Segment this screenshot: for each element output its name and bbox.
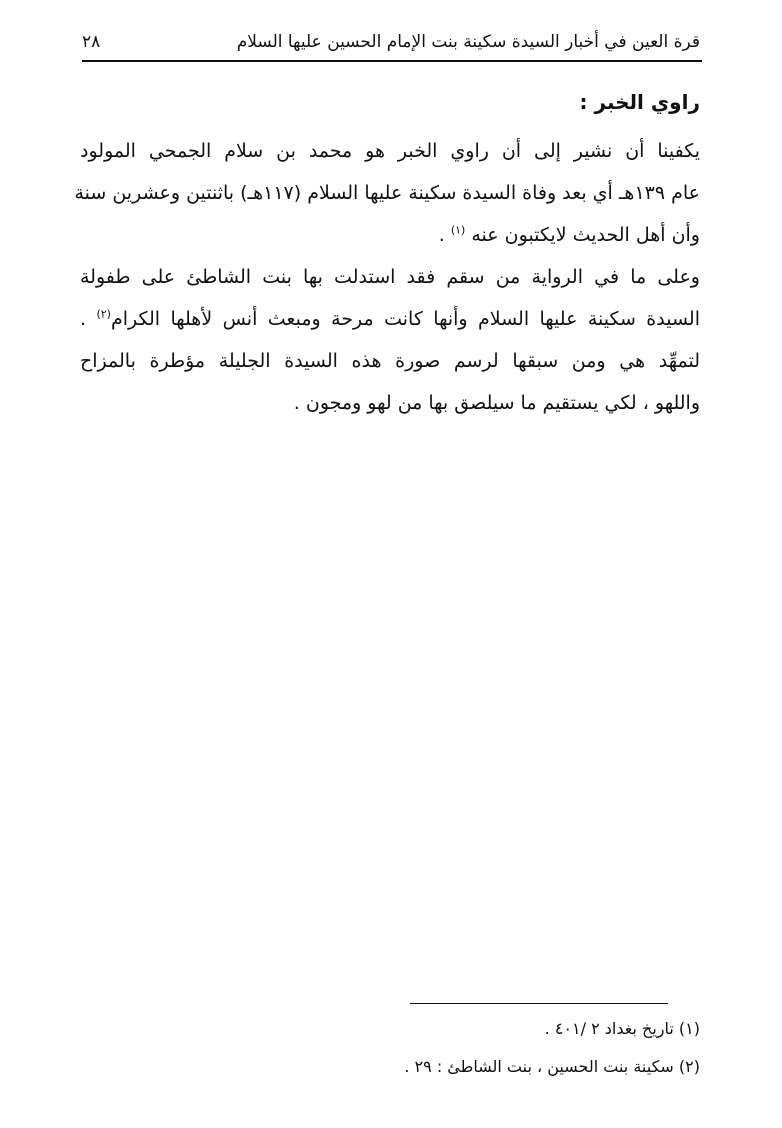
paragraph-childhood (80, 256, 700, 424)
sentence-end: . (438, 224, 451, 246)
paragraph-line-text: السيدة سكينة عليها السلام وأنها كانت مرحة ومبعث أنس لأهلها الكرام (110, 308, 700, 330)
section-heading: راوي الخبر : (579, 90, 700, 114)
paragraph-narrator (74, 130, 700, 256)
paragraph-line: عام ١٣٩هـ أي بعد وفاة السيدة سكينة عليها السلام (١١٧هـ) باثنتين وعشرين سنة (74, 182, 700, 204)
paragraph-line (80, 214, 700, 256)
sentence-end: . (80, 308, 97, 330)
footnote-divider (410, 1003, 668, 1004)
paragraph-line: لتمهِّد هي ومن سبقها لرسم صورة هذه السيدة الجليلة مؤطرة بالمزاح (80, 350, 700, 372)
paragraph-line-text: وأن أهل الحديث لايكتبون عنه (471, 224, 700, 246)
page-number: ٢٨ (82, 32, 101, 52)
paragraph-line: يكفينا أن نشير إلى أن راوي الخبر هو محمد بن سلام الجمحي المولود (80, 140, 700, 162)
running-title: قرة العين في أخبار السيدة سكينة بنت الإمام الحسين عليها السلام (236, 32, 700, 52)
paragraph-line (80, 298, 700, 340)
paragraph-line: وعلى ما في الرواية من سقم فقد استدلت بها بنت الشاطئ على طفولة (80, 266, 700, 288)
footnote-2: (٢) سكينة بنت الحسين ، بنت الشاطئ : ٢٩ . (404, 1057, 700, 1076)
page-header (82, 30, 700, 60)
paragraph-line: واللهو ، لكي يستقيم ما سيلصق بها من لهو ومجون . (293, 392, 700, 414)
footnote-1: (١) تاريخ بغداد ٢ /٤٠١ . (544, 1019, 700, 1038)
header-divider (82, 60, 702, 62)
footnote-reference[interactable]: (١) (450, 223, 466, 237)
footnote-reference[interactable]: (٢) (96, 307, 111, 321)
